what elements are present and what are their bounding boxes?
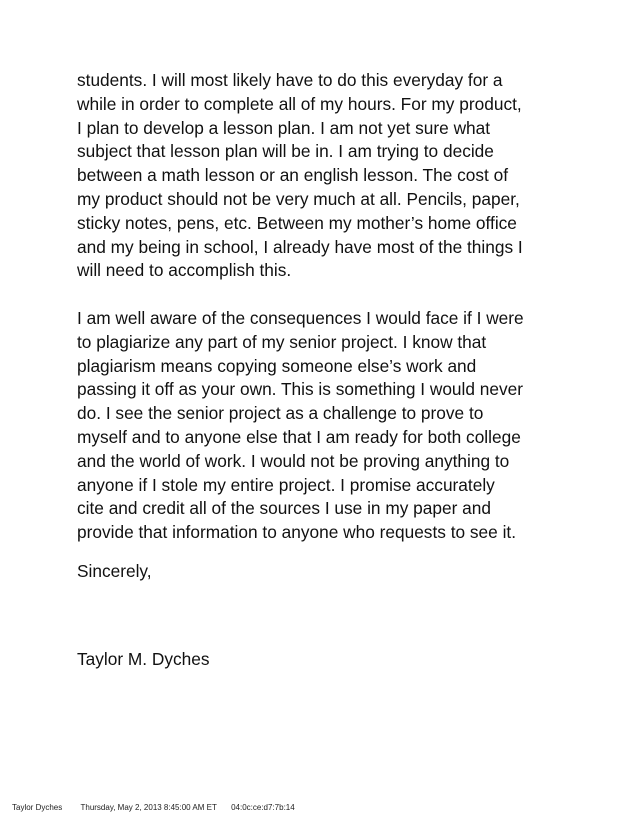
letter-body bbox=[77, 69, 577, 545]
closing-salutation: Sincerely, bbox=[77, 561, 152, 581]
paragraph-line: I am well aware of the consequences I would face if I were bbox=[77, 307, 524, 328]
paragraph-line: provide that information to anyone who requests to see it. bbox=[77, 522, 517, 543]
paragraph-spacer bbox=[77, 283, 577, 307]
paragraph-line: myself and to anyone else that I am ready for both college bbox=[77, 426, 521, 447]
footer-device-id: 04:0c:ce:d7:7b:14 bbox=[231, 803, 295, 812]
paragraph-line: students. I will most likely have to do this everyday for a bbox=[77, 70, 503, 90]
paragraph-2 bbox=[77, 307, 577, 545]
paragraph-line: will need to accomplish this. bbox=[77, 260, 292, 281]
paragraph-line: sticky notes, pens, etc. Between my mother’s home office bbox=[77, 212, 517, 233]
paragraph-line: between a math lesson or an english lesson. The cost of bbox=[77, 165, 509, 186]
print-footer bbox=[12, 803, 295, 813]
paragraph-line: to plagiarize any part of my senior project. I know that bbox=[77, 331, 487, 352]
paragraph-line: and my being in school, I already have most of the things I bbox=[77, 236, 523, 257]
paragraph-line: passing it off as your own. This is something I would never bbox=[77, 379, 524, 400]
paragraph-line: my product should not be very much at all. Pencils, paper, bbox=[77, 188, 520, 209]
paragraph-line: I plan to develop a lesson plan. I am not yet sure what bbox=[77, 117, 491, 138]
paragraph-line: cite and credit all of the sources I use in my paper and bbox=[77, 498, 492, 519]
footer-timestamp: Thursday, May 2, 2013 8:45:00 AM ET bbox=[80, 803, 217, 812]
paragraph-line: do. I see the senior project as a challenge to prove to bbox=[77, 403, 484, 424]
paragraph-line: plagiarism means copying someone else’s work and bbox=[77, 355, 477, 376]
paragraph-line: and the world of work. I would not be proving anything to bbox=[77, 450, 510, 471]
footer-author: Taylor Dyches bbox=[12, 803, 63, 812]
signature-name: Taylor M. Dyches bbox=[77, 649, 210, 669]
paragraph-line: subject that lesson plan will be in. I am trying to decide bbox=[77, 141, 494, 162]
paragraph-line: while in order to complete all of my hours. For my product, bbox=[77, 93, 522, 114]
paragraph-1 bbox=[77, 69, 577, 283]
paragraph-line: anyone if I stole my entire project. I promise accurately bbox=[77, 474, 495, 495]
